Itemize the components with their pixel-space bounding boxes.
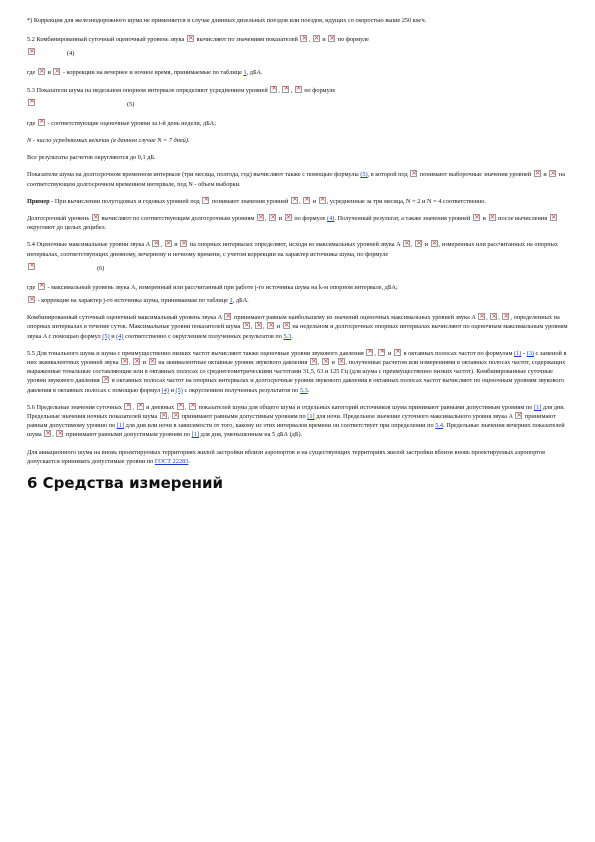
paragraph-5-6: 5.6 Предельные значения суточных × , × и дневных × , × показателей шума для общего шума и отдельных категорий источников шума принимают равными допустимым уровням по [1] для дня. Предельные значения ночных показателей шума × , × принимают равными допустимым уровням по [1] для ночи. Предельное значение суточного максимального уровня звука A × принимают равным допустимому уровню по [1] для дня или ночи в зависимости от того, какому из этих интервалов времени он соответствует при определении по 5.4. Предельные значения вечерних показателей шума × , × принимают равными допустимым уровням по [1] для дня, уменьшенным на 5 дБА (дБ). bbox=[27, 403, 571, 440]
broken-image-icon bbox=[124, 403, 131, 410]
broken-image-icon bbox=[133, 358, 140, 365]
broken-image-icon bbox=[269, 214, 276, 221]
section-link[interactable]: 5.3 bbox=[299, 386, 308, 394]
broken-image-icon bbox=[549, 170, 556, 177]
where-clause: где × - максимальный уровень звука A, измеренный или рассчитанный при работе j-го источника шума на k-м опорном интервале, дБА; bbox=[27, 283, 571, 292]
formula-5 bbox=[27, 99, 571, 111]
formula-link[interactable]: (5) bbox=[175, 386, 183, 394]
broken-image-icon bbox=[56, 430, 63, 437]
broken-image-icon bbox=[410, 170, 417, 177]
broken-image-icon bbox=[303, 197, 310, 204]
reference-link[interactable]: [1] bbox=[534, 403, 542, 411]
section-link[interactable]: 5.4 bbox=[435, 422, 444, 430]
formula-link[interactable]: (4) bbox=[326, 215, 335, 223]
broken-image-icon bbox=[177, 403, 184, 410]
broken-image-icon bbox=[534, 170, 541, 177]
correction-line: × - коррекция на характер j-го источника шума, принимаемая по таблице 1, дБА. bbox=[27, 296, 571, 305]
broken-image-icon bbox=[490, 313, 497, 320]
broken-image-icon bbox=[282, 86, 289, 93]
broken-image-icon bbox=[149, 358, 156, 365]
equation-number: (5) bbox=[127, 100, 135, 108]
broken-image-icon bbox=[152, 240, 159, 247]
broken-image-icon bbox=[243, 322, 250, 329]
footnote: *) Коррекция для железнодорожного шума не применяется в случае длинных дизельных поездов или поездов, идущих со скоростью выше 250 км/ч. bbox=[27, 17, 427, 24]
broken-image-icon bbox=[38, 68, 45, 75]
where-clause: где × и × - коррекции на вечернее и ночное время, принимаемые по таблице 1, дБА. bbox=[27, 68, 571, 77]
paragraph-5-5: 5.5 Для тонального шума и шума с преимущественно низких частот вычисляют также оценочные уровни звукового давления × , × и × в октавных полосах частот по формулам (1) - (3) с заменой в них эквивалентных уровней звука × , × и × на эквивалентные октавные уровни звукового давления × , × и ×, полученные расчетом или измерениями в октавных полосах частот, содержащих выраженные тональные составляющие или в октавных полосах со среднегеометрическими частотами 31,5, 63 и 125 Гц (для шума с преимущественно низких частот). Комбинированные суточные уровни звукового давления × в октавных полосах частот на опорных интервалах и долгосрочные уровни звукового давления в октавных полосах частот вычисляют по оценочным уровням звукового давления в октавных полосах с помощью формул (4) и (5) с округлением полученных результатов по 5.3. bbox=[27, 349, 571, 395]
formula-link[interactable]: (5) bbox=[360, 171, 368, 179]
section-link[interactable]: 5.3 bbox=[283, 332, 292, 340]
broken-image-icon bbox=[394, 349, 401, 356]
table-link[interactable]: 1 bbox=[229, 297, 233, 305]
rounding-note: Все результаты расчетов округляются до 0,1 дБ. bbox=[27, 154, 156, 162]
combined-paragraph: Комбинированный суточный оценочный максимальный уровень звука A × принимают равным наибольшему из значений оценочных максимальных уровней звука A × , ×, ×, определенных на опорных интервалах в течение суток. Максимальные уровни показателей шума × , ×, × и × на недельном и долгосрочных опорных интервалах вычисляют по оценочным максимальным уровням звука A с помощью формул (5) и (4) соответственно с округлением полученных результатов по 5.3. bbox=[27, 313, 571, 341]
formula-6 bbox=[27, 263, 571, 275]
gost-link[interactable]: ГОСТ 22283 bbox=[154, 457, 189, 465]
broken-image-icon bbox=[255, 322, 262, 329]
table-link[interactable]: 1 bbox=[243, 69, 247, 77]
broken-image-icon bbox=[92, 214, 99, 221]
broken-image-icon bbox=[121, 358, 128, 365]
equation-number: (6) bbox=[97, 264, 105, 272]
broken-image-icon bbox=[28, 99, 35, 106]
broken-image-icon bbox=[285, 214, 292, 221]
broken-image-icon bbox=[473, 214, 480, 221]
equation-number: (4) bbox=[67, 50, 75, 58]
broken-image-icon bbox=[165, 240, 172, 247]
aviation-paragraph: Для авиационного шума на вновь проектируемых территориях жилой застройки вблизи аэропортов и на существующих территориях жилой застройки вблизи вновь проектируемых аэропортов допускается принимать допустимые уровни по ГОСТ 22283. bbox=[27, 448, 546, 465]
broken-image-icon bbox=[478, 313, 485, 320]
broken-image-icon bbox=[283, 322, 290, 329]
broken-image-icon bbox=[172, 412, 179, 419]
broken-image-icon bbox=[180, 240, 187, 247]
broken-image-icon bbox=[328, 35, 335, 42]
where-clause: где × - соответствующие оценочные уровни за i-й день недели, дБА; bbox=[27, 119, 571, 128]
broken-image-icon bbox=[550, 214, 557, 221]
example-paragraph: Пример - При вычислении полугодовых и годовых уровней под × понимают значения уровней × , × и ×, усредненные за три месяца, N = 2 и N = 4 соответственно. bbox=[27, 197, 571, 206]
broken-image-icon bbox=[38, 283, 45, 290]
broken-image-icon bbox=[189, 403, 196, 410]
formula-4 bbox=[27, 48, 571, 60]
n-definition: N - число усредняемых величин (в данном случае N = 7 дней). bbox=[27, 137, 190, 145]
broken-image-icon bbox=[322, 358, 329, 365]
reference-link[interactable]: [1] bbox=[191, 431, 199, 439]
formula-link[interactable]: (4) bbox=[116, 332, 124, 340]
broken-image-icon bbox=[137, 403, 144, 410]
broken-image-icon bbox=[310, 358, 317, 365]
document-page bbox=[27, 16, 571, 492]
broken-image-icon bbox=[515, 412, 522, 419]
broken-image-icon bbox=[431, 240, 438, 247]
long-term-paragraph-2: Долгосрочный уровень × вычисляют по соответствующим долгосрочным уровням × , × и × по формуле (4). Полученный результат, а также значения уровней × и × после вычисления × округляют до целых децибел. bbox=[27, 214, 571, 232]
formula-link[interactable]: (3) bbox=[526, 349, 534, 357]
broken-image-icon bbox=[489, 214, 496, 221]
broken-image-icon bbox=[267, 322, 274, 329]
long-term-paragraph: Показатели шума на долгосрочном временном интервале (три месяца, полгода, год) вычисляют также с помощью формулы (5), в которой под × понимают выборочные значения уровней × и × на соответствующем долгосрочном временном интервале, под N - объем выборки. bbox=[27, 170, 571, 188]
reference-link[interactable]: [1] bbox=[116, 422, 125, 430]
broken-image-icon bbox=[160, 412, 167, 419]
section-heading: 6 Средства измерений bbox=[27, 474, 224, 493]
broken-image-icon bbox=[44, 430, 51, 437]
broken-image-icon bbox=[378, 349, 385, 356]
reference-link[interactable]: [1] bbox=[307, 413, 315, 421]
formula-link[interactable]: (4) bbox=[161, 386, 170, 394]
broken-image-icon bbox=[319, 197, 326, 204]
paragraph-5-3: 5.3 Показатели шума на недельном опорном интервале определяют усреднением уровней × , ×, × по формуле bbox=[27, 86, 571, 95]
broken-image-icon bbox=[224, 313, 231, 320]
broken-image-icon bbox=[338, 358, 345, 365]
broken-image-icon bbox=[366, 349, 373, 356]
broken-image-icon bbox=[53, 68, 60, 75]
broken-image-icon bbox=[38, 119, 45, 126]
formula-link[interactable]: (5) bbox=[102, 332, 110, 340]
broken-image-icon bbox=[502, 313, 509, 320]
broken-image-icon bbox=[28, 48, 35, 55]
broken-image-icon bbox=[102, 376, 109, 383]
broken-image-icon bbox=[295, 86, 302, 93]
paragraph-5-2: 5.2 Комбинированный суточный оценочный уровень звука × вычисляют по значениям показателей × , × и × по формуле bbox=[27, 35, 571, 44]
broken-image-icon bbox=[415, 240, 422, 247]
broken-image-icon bbox=[202, 197, 209, 204]
broken-image-icon bbox=[28, 296, 35, 303]
broken-image-icon bbox=[257, 214, 264, 221]
paragraph-5-4: 5.4 Оценочные максимальные уровни звука A × , × и × на опорных интервалах определяют, исходя из максимальных уровней звука A × , × и ×, измеренных или рассчитанных на опорных интервалах, соответствующих дневному, вечернему и ночному времени, с учетом коррекции на характер источника шума, по формуле bbox=[27, 240, 571, 258]
broken-image-icon bbox=[291, 197, 298, 204]
broken-image-icon bbox=[300, 35, 307, 42]
formula-link[interactable]: (1) bbox=[514, 349, 522, 357]
broken-image-icon bbox=[313, 35, 320, 42]
broken-image-icon bbox=[270, 86, 277, 93]
broken-image-icon bbox=[403, 240, 410, 247]
broken-image-icon bbox=[28, 263, 35, 270]
broken-image-icon bbox=[187, 35, 194, 42]
